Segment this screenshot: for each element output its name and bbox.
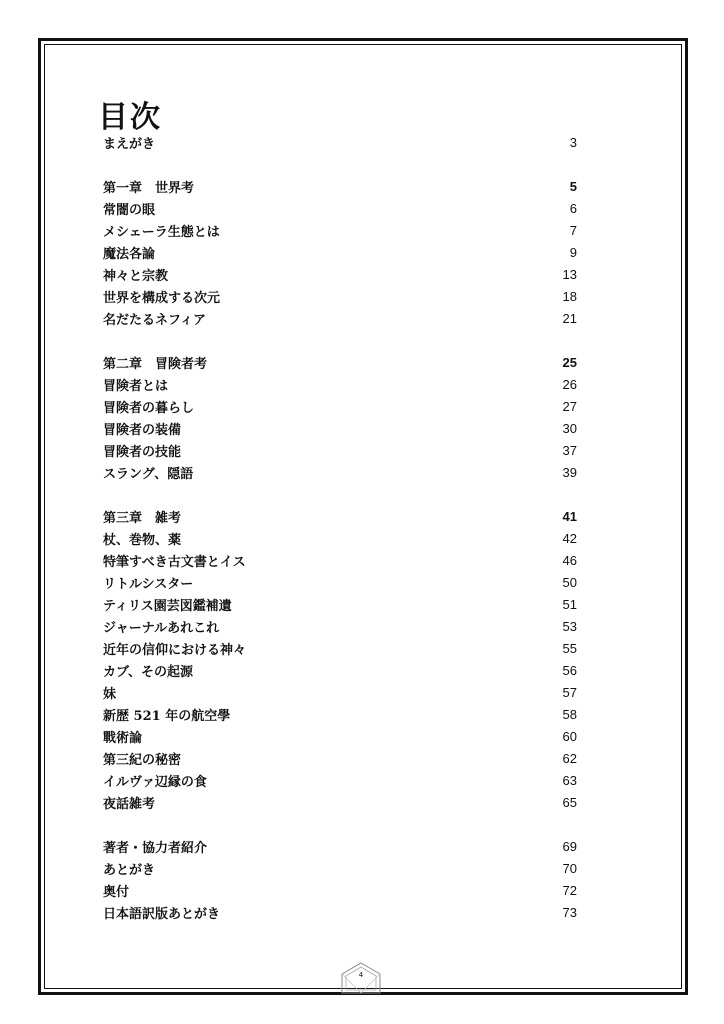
toc-entry-label: 世界を構成する次元 <box>103 290 221 306</box>
toc-entry[interactable] <box>103 307 577 329</box>
toc-entry-label: 著者・協力者紹介 <box>103 840 208 856</box>
toc-entry-label: リトルシスター <box>103 576 194 592</box>
toc-entry-label: 妹 <box>103 686 117 702</box>
section-gap <box>103 813 577 835</box>
toc-entry[interactable] <box>103 901 577 923</box>
toc-entry-label: あとがき <box>103 862 156 878</box>
toc-entry-page: 25 <box>562 354 577 370</box>
toc-entry[interactable] <box>103 835 577 857</box>
toc-entry-label: 魔法各論 <box>103 246 156 262</box>
toc-entry-page: 50 <box>562 574 577 590</box>
toc-entry-page: 73 <box>562 904 577 920</box>
toc-entry-label: 冒険者の技能 <box>103 444 182 460</box>
toc-entry-page: 58 <box>562 706 577 722</box>
toc-entry-page: 46 <box>562 552 577 568</box>
section-gap <box>103 153 577 175</box>
toc-entry-page: 72 <box>562 882 577 898</box>
toc-entry[interactable] <box>103 593 577 615</box>
toc-entry[interactable] <box>103 439 577 461</box>
toc-entry-label: 新歴 521 年の航空學 <box>103 708 231 724</box>
toc-entry-label: 冒険者の暮らし <box>103 400 195 416</box>
toc-entry-page: 69 <box>562 838 577 854</box>
toc-entry-label: 第三章 雑考 <box>103 510 182 526</box>
toc-entry-page: 5 <box>569 178 577 194</box>
toc-entry[interactable] <box>103 461 577 483</box>
section-gap <box>103 329 577 351</box>
toc-entry-page: 56 <box>562 662 577 678</box>
toc-entry-label: スラング、隠語 <box>103 466 194 482</box>
toc-entry[interactable] <box>103 615 577 637</box>
toc-entry-page: 42 <box>562 530 577 546</box>
toc-entry[interactable] <box>103 659 577 681</box>
toc-entry[interactable] <box>103 241 577 263</box>
toc-entry-page: 39 <box>562 464 577 480</box>
toc-entry[interactable] <box>103 703 577 725</box>
toc-entry-label: 特筆すべき古文書とイス <box>103 554 246 570</box>
toc-entry-label: 杖、巻物、薬 <box>103 532 182 548</box>
toc-chapter-heading[interactable] <box>103 505 577 527</box>
section-gap <box>103 483 577 505</box>
toc-entry-label: 奥付 <box>103 884 130 900</box>
toc-entry[interactable] <box>103 527 577 549</box>
toc-entry-page: 26 <box>562 376 577 392</box>
page-title: 目次 <box>98 100 162 135</box>
table-of-contents <box>103 131 577 923</box>
toc-entry-page: 13 <box>562 266 577 282</box>
toc-entry-page: 9 <box>569 244 577 260</box>
page-number: 4 <box>358 971 364 979</box>
toc-entry[interactable] <box>103 219 577 241</box>
toc-entry[interactable] <box>103 131 577 153</box>
toc-entry-page: 6 <box>569 200 577 216</box>
toc-entry-label: 夜話雑考 <box>103 796 156 812</box>
toc-entry[interactable] <box>103 791 577 813</box>
toc-entry[interactable] <box>103 747 577 769</box>
toc-entry-label: 戰術論 <box>103 730 143 746</box>
toc-entry-label: 冒険者とは <box>103 378 169 394</box>
toc-entry-page: 57 <box>562 684 577 700</box>
toc-entry-page: 70 <box>562 860 577 876</box>
toc-entry-label: 常闇の眼 <box>103 202 156 218</box>
toc-entry-label: メシェーラ生態とは <box>103 224 220 240</box>
toc-entry-label: 神々と宗教 <box>103 268 169 284</box>
toc-entry[interactable] <box>103 637 577 659</box>
toc-entry[interactable] <box>103 197 577 219</box>
toc-entry-page: 63 <box>562 772 577 788</box>
toc-entry[interactable] <box>103 263 577 285</box>
toc-entry-page: 18 <box>562 288 577 304</box>
toc-entry-page: 53 <box>562 618 577 634</box>
toc-entry-page: 7 <box>569 222 577 238</box>
toc-entry-page: 30 <box>562 420 577 436</box>
toc-entry[interactable] <box>103 769 577 791</box>
toc-entry-label: 第二章 冒険者考 <box>103 356 208 372</box>
toc-entry[interactable] <box>103 571 577 593</box>
toc-entry-page: 60 <box>562 728 577 744</box>
toc-entry[interactable] <box>103 285 577 307</box>
toc-entry[interactable] <box>103 395 577 417</box>
toc-entry-label: 第三紀の秘密 <box>103 752 182 768</box>
toc-entry[interactable] <box>103 725 577 747</box>
toc-entry-page: 55 <box>562 640 577 656</box>
toc-entry-page: 3 <box>569 134 577 150</box>
toc-entry[interactable] <box>103 681 577 703</box>
toc-entry-label: イルヴァ辺縁の食 <box>103 774 207 790</box>
toc-entry-label: 近年の信仰における神々 <box>103 642 247 658</box>
toc-chapter-heading[interactable] <box>103 351 577 373</box>
toc-chapter-heading[interactable] <box>103 175 577 197</box>
toc-entry-page: 41 <box>562 508 577 524</box>
toc-entry[interactable] <box>103 879 577 901</box>
toc-entry-page: 27 <box>562 398 577 414</box>
toc-entry-label: 冒険者の装備 <box>103 422 182 438</box>
toc-entry-label: 第一章 世界考 <box>103 180 195 196</box>
toc-entry-label: ティリス園芸図鑑補遺 <box>103 598 232 614</box>
toc-entry-page: 65 <box>562 794 577 810</box>
toc-entry[interactable] <box>103 857 577 879</box>
toc-entry-label: まえがき <box>103 136 156 152</box>
toc-entry-label: カブ、その起源 <box>103 664 193 680</box>
toc-entry-label: 名だたるネフィア <box>103 312 206 328</box>
toc-entry-page: 62 <box>562 750 577 766</box>
toc-entry-label: ジャーナルあれこれ <box>103 620 220 636</box>
toc-entry-page: 51 <box>562 596 577 612</box>
toc-entry[interactable] <box>103 549 577 571</box>
toc-entry-page: 21 <box>562 310 577 326</box>
toc-entry[interactable] <box>103 417 577 439</box>
toc-entry-page: 37 <box>562 442 577 458</box>
toc-entry[interactable] <box>103 373 577 395</box>
toc-entry-label: 日本語訳版あとがき <box>103 906 221 922</box>
